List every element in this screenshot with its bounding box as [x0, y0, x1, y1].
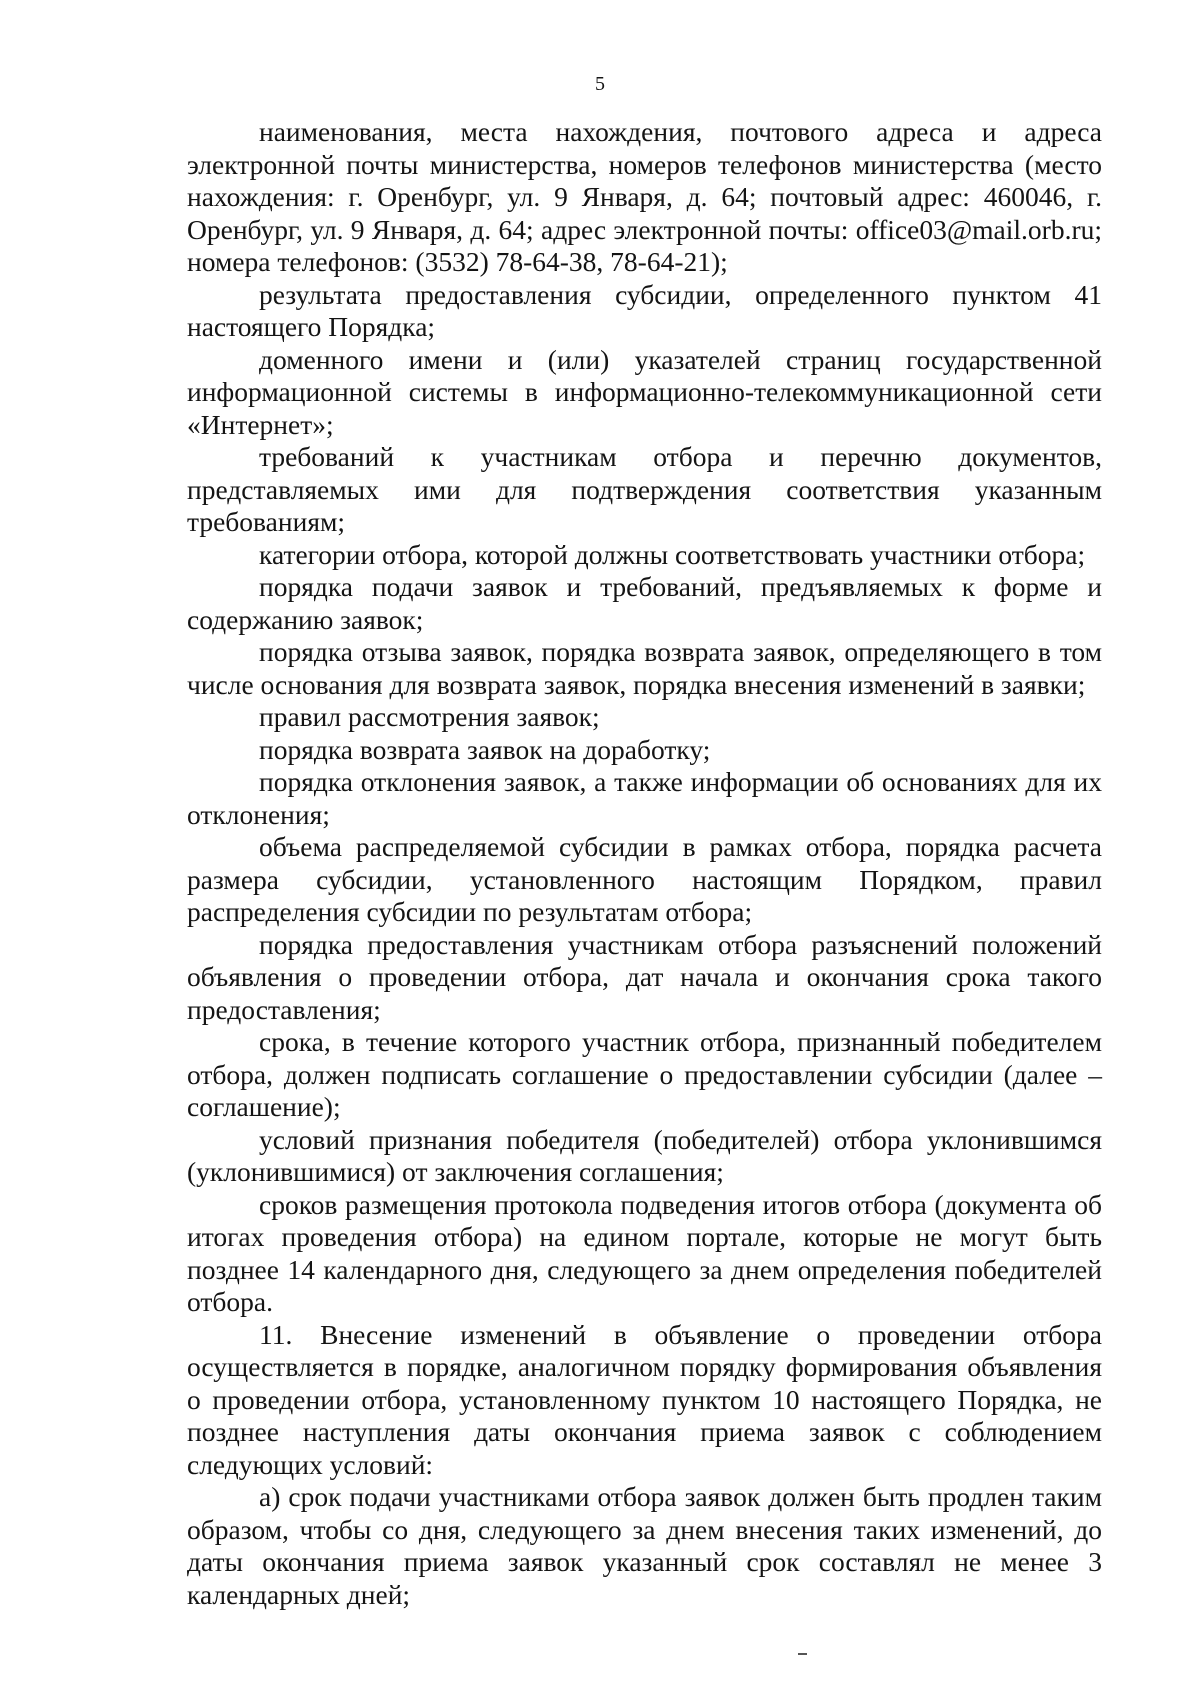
paragraph-protocol-publication: сроков размещения протокола подведения итогов отбора (документа об итогах проведения отбора) на едином портале, которые не могут быть позднее 14 календарного дня, следующего за днем определения победителей отбора.	[187, 1188, 1102, 1317]
paragraph-subsidy-volume: объема распределяемой субсидии в рамках отбора, порядка расчета размера субсидии, установленного настоящим Порядком, правил распределения субсидии по результатам отбора;	[187, 831, 1102, 927]
document-body	[187, 116, 1102, 1611]
paragraph-return-for-revision: порядка возврата заявок на доработку;	[259, 733, 711, 765]
paragraph-application-procedure: порядка подачи заявок и требований, предъявляемых к форме и содержанию заявок;	[187, 571, 1102, 635]
paragraph-clarifications: порядка предоставления участникам отбора разъяснений положений объявления о проведении отбора, дат начала и окончания срока такого предоставления;	[187, 928, 1102, 1025]
paragraph-selection-category: категории отбора, которой должны соответствовать участники отбора;	[259, 538, 1086, 570]
paragraph-clause-11-a: а) срок подачи участниками отбора заявок должен быть продлен таким образом, чтобы со дня, следующего за днем внесения таких изменений, до даты окончания приема заявок указанный срок составлял не менее 3 календарных дней;	[187, 1481, 1102, 1610]
paragraph-winner-evasion: условий признания победителя (победителей) отбора уклонившимся (уклонившимися) от заключения соглашения;	[187, 1123, 1102, 1187]
paragraph-announcement-contacts: наименования, места нахождения, почтового адреса и адреса электронной почты министерства, номеров телефонов министерства (место нахождения: г. Оренбург, ул. 9 Января, д. 64; почтовый адрес: 460046, г. Оренбург, ул. 9 Января, д. 64; адрес электронной почты: office03@mail.orb.ru; номера телефонов: (3532) 78-64-38, 78-64-21);	[187, 116, 1102, 277]
paragraph-subsidy-result: результата предоставления субсидии, определенного пунктом 41 настоящего Порядка;	[187, 278, 1102, 342]
paragraph-domain-name: доменного имени и (или) указателей страниц государственной информационной системы в информационно-телекоммуникационной сети «Интернет»;	[187, 343, 1102, 440]
paragraph-application-withdrawal: порядка отзыва заявок, порядка возврата заявок, определяющего в том числе основания для возврата заявок, порядка внесения изменений в заявки;	[187, 636, 1102, 700]
paragraph-clause-11: 11. Внесение изменений в объявление о проведении отбора осуществляется в порядке, аналогичном порядку формирования объявления о проведении отбора, установленному пунктом 10 настоящего Порядка, не позднее наступления даты окончания приема заявок с соблюдением следующих условий:	[187, 1318, 1102, 1480]
scan-mark	[798, 1653, 807, 1655]
paragraph-agreement-deadline: срока, в течение которого участник отбора, признанный победителем отбора, должен подписать соглашение о предоставлении субсидии (далее – соглашение);	[187, 1026, 1102, 1122]
page-number: 5	[595, 73, 605, 95]
paragraph-review-rules: правил рассмотрения заявок;	[259, 701, 600, 732]
paragraph-participant-requirements: требований к участникам отбора и перечню документов, представляемых ими для подтверждения соответствия указанным требованиям;	[187, 441, 1102, 537]
paragraph-rejection-procedure: порядка отклонения заявок, а также информации об основаниях для их отклонения;	[187, 766, 1102, 830]
